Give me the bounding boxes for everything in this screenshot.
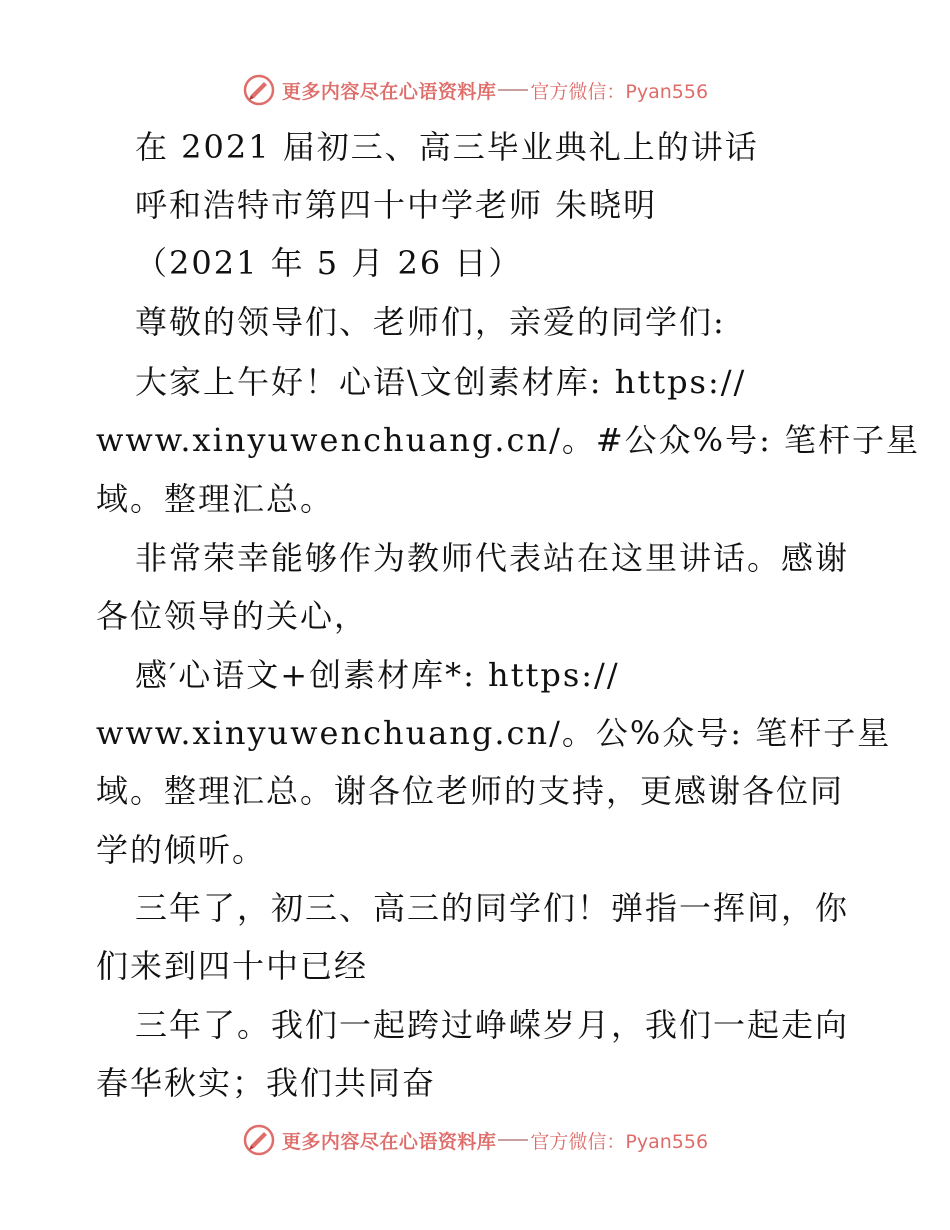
pen-book-logo-icon [242, 1123, 276, 1157]
header-dash [498, 89, 528, 91]
paragraph-line: www.xinyuwenchuang.cn/。#公众%号: 笔杆子星 [96, 421, 921, 459]
date-line: （2021 年 5 月 26 日） [135, 244, 523, 282]
paragraph-line: 们来到四十中已经 [96, 947, 369, 985]
paragraph-line: 学的倾听。 [96, 831, 267, 869]
speech-title: 在 2021 届初三、高三毕业典礼上的讲话 [135, 128, 759, 166]
paragraph-line: 感′心语文+创素材库*: https:// [135, 656, 620, 694]
pen-book-logo-icon [242, 73, 276, 107]
paragraph-line: 域。整理汇总。 [96, 480, 335, 518]
header-wechat-text: 官方微信：Pyan556 [530, 80, 709, 103]
header-site-text: 更多内容尽在心语资料库 [281, 80, 497, 103]
paragraph-line: 三年了。我们一起跨过峥嵘岁月，我们一起走向 [135, 1006, 850, 1044]
paragraph-line: 大家上午好！心语\文创素材库: https:// [135, 363, 747, 401]
paragraph-line: 春华秋实；我们共同奋 [96, 1064, 437, 1102]
footer-dash [498, 1139, 528, 1141]
speaker-line: 呼和浩特市第四十中学老师 朱晓明 [135, 186, 658, 224]
paragraph-line: 各位领导的关心， [96, 597, 369, 635]
paragraph-line: www.xinyuwenchuang.cn/。公%众号: 笔杆子星 [96, 714, 892, 752]
greeting-line: 尊敬的领导们、老师们，亲爱的同学们: [135, 303, 726, 341]
footer-banner [0, 1120, 950, 1160]
paragraph-line: 三年了，初三、高三的同学们！弹指一挥间，你 [135, 889, 850, 927]
paragraph-line: 非常荣幸能够作为教师代表站在这里讲话。感谢 [135, 539, 850, 577]
footer-wechat-text: 官方微信：Pyan556 [530, 1130, 709, 1153]
header-banner [0, 70, 950, 110]
paragraph-line: 域。整理汇总。谢各位老师的支持，更感谢各位同 [96, 772, 845, 810]
footer-site-text: 更多内容尽在心语资料库 [281, 1130, 497, 1153]
